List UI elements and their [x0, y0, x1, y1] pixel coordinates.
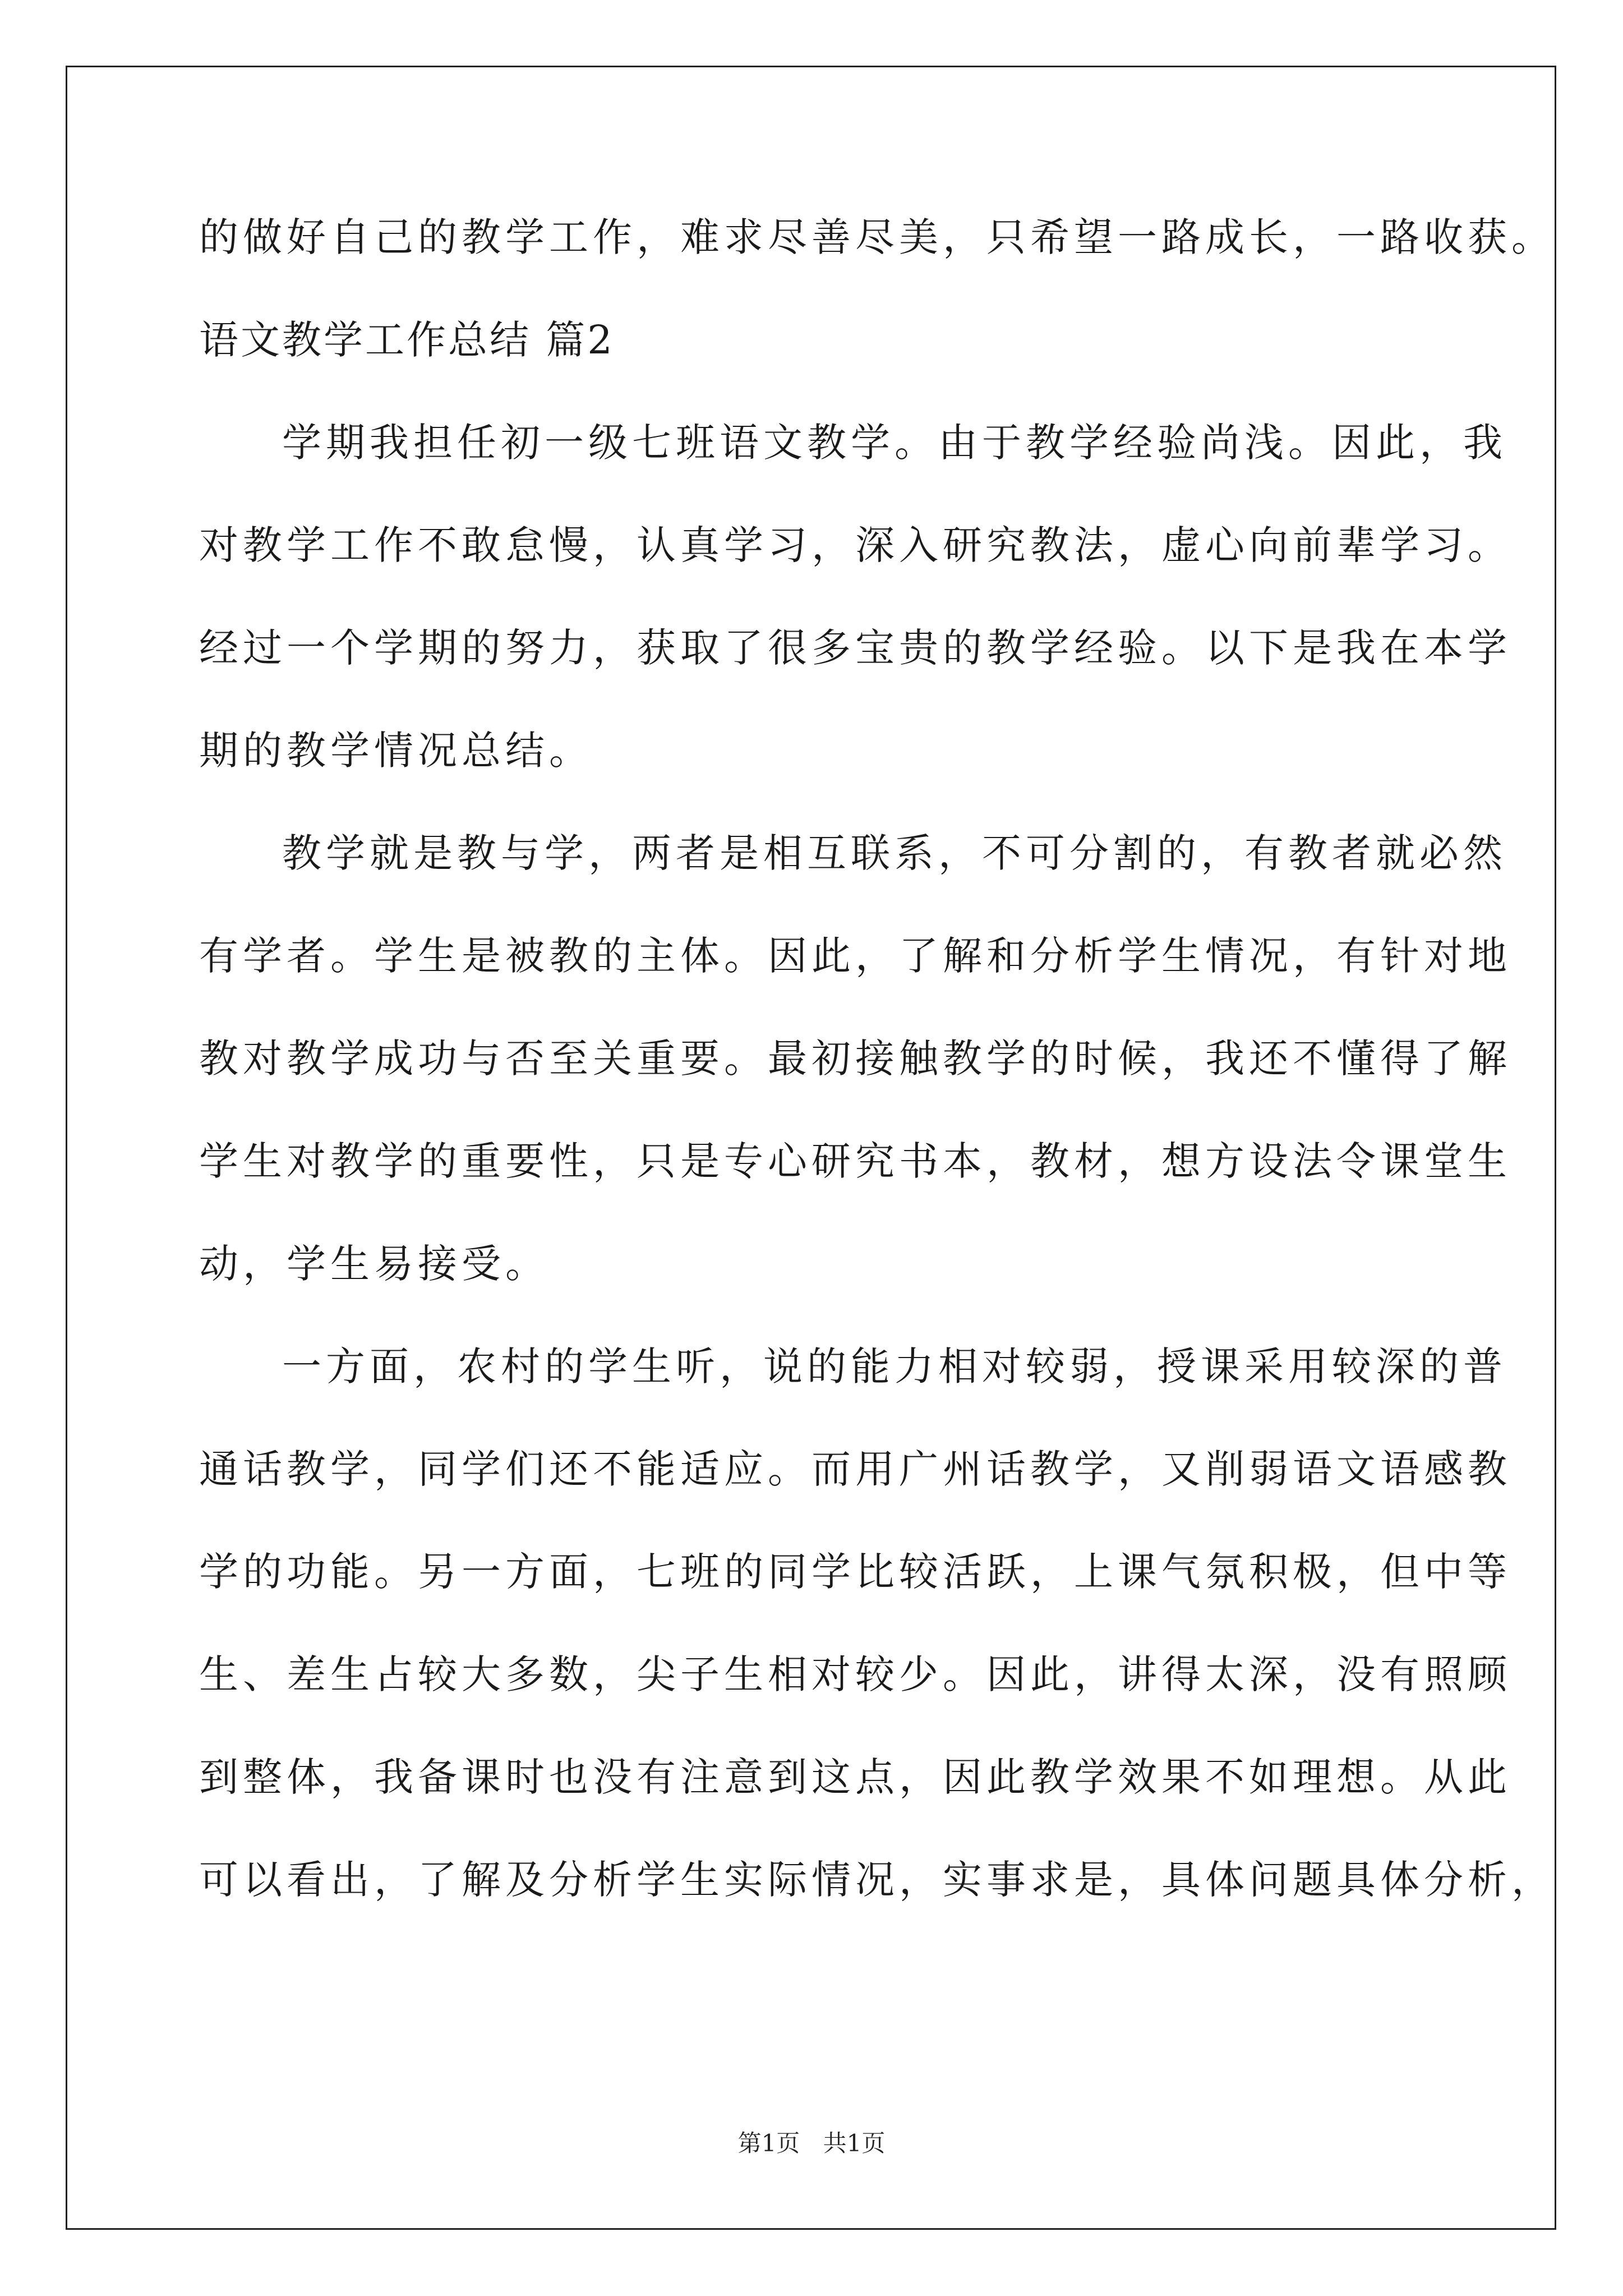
text-line: 对教学工作不敢怠慢，认真学习，深入研究教法，虚心向前辈学习。: [199, 522, 1511, 568]
paragraph-first-line: 学期我担任初一级七班语文教学。由于教学经验尚浅。因此，我: [282, 420, 1507, 466]
document-body: [199, 212, 1555, 1905]
text-line: 到整体，我备课时也没有注意到这点，因此教学效果不如理想。从此: [199, 1754, 1511, 1800]
paragraph-first-line: 教学就是教与学，两者是相互联系，不可分割的，有教者就必然: [282, 830, 1507, 876]
text-line: 期的教学情况总结。: [199, 728, 593, 774]
text-line: 生、差生占较大多数，尖子生相对较少。因此，讲得太深，没有照顾: [199, 1651, 1511, 1697]
paragraph-first-line: 一方面，农村的学生听，说的能力相对较弱，授课采用较深的普: [282, 1343, 1507, 1389]
section-heading: 语文教学工作总结 篇2: [199, 317, 615, 363]
text-line: 学生对教学的重要性，只是专心研究书本，教材，想方设法令课堂生: [199, 1138, 1511, 1184]
page-number-total: 共1页: [823, 2129, 886, 2157]
page-number-current: 第1页: [737, 2129, 800, 2157]
text-line: 学的功能。另一方面，七班的同学比较活跃，上课气氛积极，但中等: [199, 1549, 1511, 1595]
text-line: 有学者。学生是被教的主体。因此，了解和分析学生情况，有针对地: [199, 933, 1511, 979]
text-line: 的做好自己的教学工作，难求尽善尽美，只希望一路成长，一路收获。: [199, 214, 1555, 260]
text-line: 可以看出，了解及分析学生实际情况，实事求是，具体问题具体分析，: [199, 1857, 1555, 1903]
text-line: 动，学生易接受。: [199, 1241, 549, 1287]
text-line: 经过一个学期的努力，获取了很多宝贵的教学经验。以下是我在本学: [199, 625, 1511, 671]
page-footer: [0, 2129, 1623, 2157]
text-line: 通话教学，同学们还不能适应。而用广州话教学，又削弱语文语感教: [199, 1446, 1511, 1492]
text-line: 教对教学成功与否至关重要。最初接触教学的时候，我还不懂得了解: [199, 1036, 1511, 1082]
